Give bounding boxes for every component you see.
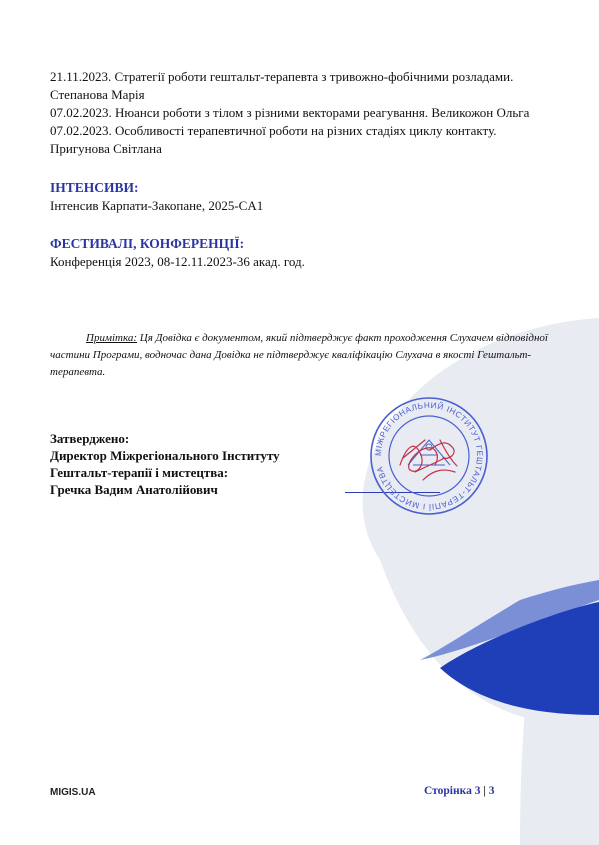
approval-line-4: Гречка Вадим Анатолійович	[50, 482, 218, 497]
intensives-heading: ІНТЕНСИВИ:	[50, 180, 139, 195]
approval-line-3: Гештальт-терапії і мистецтва:	[50, 465, 229, 480]
page-total: 3	[488, 785, 495, 797]
intensive-item: Інтенсив Карпати-Закопане, 2025-CA1	[50, 198, 264, 213]
page-label: Сторінка	[424, 785, 472, 797]
approval-line-1: Затверджено:	[50, 431, 130, 446]
page-number	[424, 785, 495, 797]
footer-website: MIGIS.UA	[50, 787, 96, 798]
approval-block	[50, 430, 280, 498]
note-paragraph	[50, 330, 550, 381]
seal-ring-text: МІЖРЕГІОНАЛЬНИЙ ІНСТИТУТ ГЕШТАЛЬТ-ТЕРАПІЇ І МИСТЕЦТВА	[373, 400, 485, 512]
entry-3: 07.02.2023. Особливості терапевтичної роботи на різних стадіях циклу контакту. Пригунова Світлана	[50, 123, 497, 156]
page-current: 3	[474, 785, 481, 797]
entry-1: 21.11.2023. Стратегії роботи гештальт-терапевта з тривожно-фобічними розладами. Степанова Марія	[50, 69, 514, 102]
page-separator: |	[483, 785, 486, 797]
entry-2: 07.02.2023. Нюанси роботи з тілом з різними векторами реагування. Великожон Ольга	[50, 105, 530, 120]
note-text: Ця Довідка є документом, який підтверджує факт проходження Слухачем відповідної частини Програми, водночас дана Довідка не підтверджує кваліфікацію Слухача в якості Гештальт-терапевта.	[50, 332, 548, 378]
director-signature	[385, 410, 475, 500]
festival-item: Конференція 2023, 08-12.11.2023-36 акад. год.	[50, 254, 305, 269]
approval-line-2: Директор Міжрегіонального Інституту	[50, 448, 280, 463]
festivals-heading: ФЕСТИВАЛІ, КОНФЕРЕНЦІЇ:	[50, 236, 245, 251]
note-label: Примітка:	[86, 332, 137, 344]
